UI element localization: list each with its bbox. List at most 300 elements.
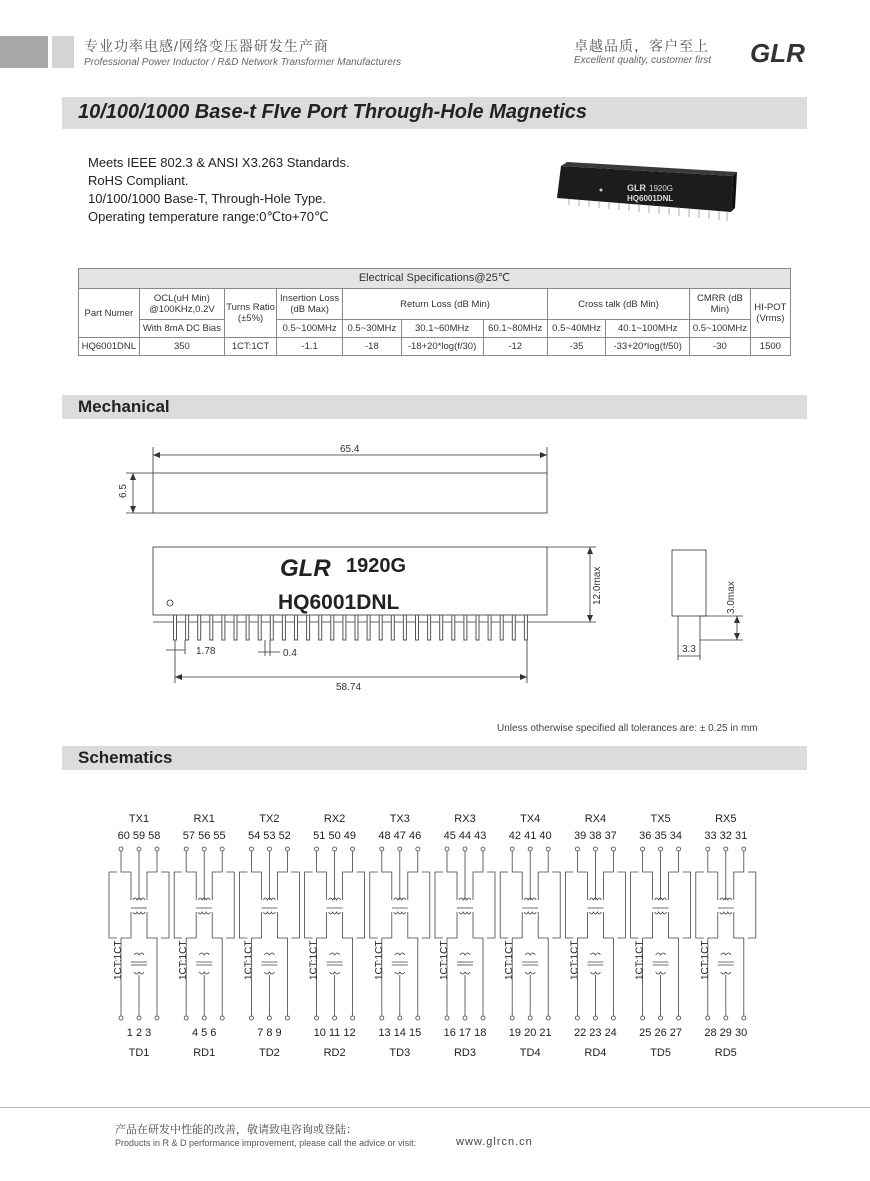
channel-top-label: TX3 — [389, 813, 410, 825]
header-cmrr: CMRR (dB Min) — [690, 289, 751, 320]
cell-ocl: 350 — [139, 338, 224, 356]
channel-bottom-pins: 4 5 6 — [191, 1027, 217, 1039]
sub-header: 0.5~30MHz — [343, 320, 401, 338]
schematic-channel — [565, 813, 625, 1059]
bottom-pin-terminal — [546, 1016, 550, 1020]
wire — [447, 851, 457, 900]
transformer-coil — [264, 953, 274, 955]
pin-lead — [222, 615, 225, 640]
title-bar — [62, 97, 807, 129]
wire — [239, 872, 247, 938]
transformer-coil — [525, 972, 535, 974]
turns-ratio-label: 1CT:1CT — [504, 940, 516, 980]
pin-lead — [464, 615, 467, 640]
turns-ratio-label: 1CT:1CT — [569, 940, 581, 980]
bottom-pin-terminal — [220, 1016, 224, 1020]
sub-header: 40.1~100MHz — [606, 320, 690, 338]
wire — [147, 912, 157, 1016]
wire — [357, 872, 365, 938]
transformer-coil — [656, 972, 666, 974]
bottom-pin-terminal — [463, 1016, 467, 1020]
wire — [370, 872, 378, 938]
bottom-pin-terminal — [351, 1016, 355, 1020]
bottom-pin-terminal — [575, 1016, 579, 1020]
wire — [277, 912, 287, 1016]
wire — [226, 872, 234, 938]
schematic-channel — [174, 813, 234, 1059]
top-pin-terminal — [510, 847, 514, 851]
sub-header: 0.5~100MHz — [690, 320, 751, 338]
bottom-pin-terminal — [445, 1016, 449, 1020]
channel-bottom-label: RD4 — [584, 1047, 607, 1059]
pin-lead — [307, 615, 310, 640]
wire — [708, 851, 718, 900]
channel-top-pins: 36 35 34 — [639, 830, 683, 842]
channel-bottom-pins: 22 23 24 — [573, 1027, 617, 1039]
wire — [473, 851, 483, 900]
wire — [669, 851, 679, 900]
wire — [382, 851, 392, 900]
channel-top-pins: 60 59 58 — [117, 830, 161, 842]
channel-top-label: TX4 — [520, 813, 541, 825]
bottom-pin-terminal — [249, 1016, 253, 1020]
choke-coil — [329, 912, 341, 914]
cell-turns: 1CT:1CT — [225, 338, 277, 356]
channel-top-pins: 51 50 49 — [313, 830, 357, 842]
top-pin-terminal — [706, 847, 710, 851]
turns-ratio-label: 1CT:1CT — [699, 940, 711, 980]
bottom-pin-terminal — [724, 1016, 728, 1020]
wire — [251, 851, 261, 900]
transformer-coil — [199, 953, 209, 955]
top-pin-terminal — [575, 847, 579, 851]
pin-lead — [234, 615, 237, 640]
header-accent-block — [0, 36, 48, 68]
bottom-pin-terminal — [706, 1016, 710, 1020]
drawing-marking2: HQ6001DNL — [278, 591, 400, 614]
header-turns-ratio: Turns Ratio (±5%) — [225, 289, 277, 338]
wire — [631, 872, 639, 938]
wire — [186, 851, 196, 900]
header-ocl-sub: With 8mA DC Bias — [139, 320, 224, 338]
cell-rl1: -18 — [343, 338, 401, 356]
channel-top-label: RX2 — [323, 813, 346, 825]
channel-bottom-label: RD5 — [714, 1047, 737, 1059]
channel-bottom-label: RD2 — [323, 1047, 346, 1059]
cell-cmrr: -30 — [690, 338, 751, 356]
footer-divider — [0, 1107, 870, 1108]
channel-top-pins: 45 44 43 — [443, 830, 487, 842]
wire — [435, 872, 443, 938]
channel-bottom-pins: 28 29 30 — [704, 1027, 748, 1039]
wire — [473, 912, 483, 1016]
pin-lead — [379, 615, 382, 640]
feature-item: Meets IEEE 802.3 & ANSI X3.263 Standards. — [88, 155, 350, 170]
channel-bottom-label: RD3 — [453, 1047, 477, 1059]
table-row — [79, 338, 791, 356]
dim-depth: 6.5 — [118, 484, 129, 498]
turns-ratio-label: 1CT:1CT — [243, 940, 255, 980]
pin-lead — [174, 615, 177, 640]
mechanical-drawing — [0, 430, 870, 710]
wire — [422, 872, 430, 938]
channel-top-label: RX1 — [193, 813, 215, 825]
wire — [408, 912, 418, 1016]
channel-bottom-pins: 7 8 9 — [257, 1027, 282, 1039]
top-pin-terminal — [742, 847, 746, 851]
top-pin-terminal — [351, 847, 355, 851]
cell-il: -1.1 — [277, 338, 343, 356]
sub-header: 0.5~100MHz — [277, 320, 343, 338]
bottom-pin-terminal — [416, 1016, 420, 1020]
wire — [343, 912, 353, 1016]
drawing-logo: GLR — [280, 555, 331, 582]
pin-lead — [210, 615, 213, 640]
top-pin-terminal — [641, 847, 645, 851]
cell-part-number: HQ6001DNL — [79, 338, 140, 356]
header-ocl: OCL(uH Min) @100KHz,0.2V — [139, 289, 224, 320]
channel-top-pins: 33 32 31 — [704, 830, 748, 842]
header-accent-block-light — [52, 36, 74, 68]
wire — [538, 851, 548, 900]
transformer-coil — [590, 972, 600, 974]
company-logo — [748, 36, 810, 73]
schematic-channel — [631, 813, 691, 1059]
bottom-pin-terminal — [333, 1016, 337, 1020]
pin-lead — [295, 615, 298, 640]
pin-lead — [331, 615, 334, 640]
bottom-pin-terminal — [593, 1016, 597, 1020]
channel-top-pins: 42 41 40 — [508, 830, 552, 842]
top-pin-terminal — [611, 847, 615, 851]
bottom-pin-terminal — [137, 1016, 141, 1020]
schematics-section-bar — [62, 746, 807, 770]
transformer-coil — [264, 972, 274, 974]
feature-item: 10/100/1000 Base-T, Through-Hole Type. — [88, 191, 327, 206]
transformer-coil — [330, 953, 340, 955]
bottom-pin-terminal — [285, 1016, 289, 1020]
header-insertion-loss: Insertion Loss (dB Max) — [277, 289, 343, 320]
choke-coil — [524, 912, 536, 914]
header-cross-talk: Cross talk (dB Min) — [547, 289, 689, 320]
turns-ratio-label: 1CT:1CT — [439, 940, 450, 980]
wire — [500, 872, 508, 938]
turns-ratio-label: 1CT:1CT — [308, 940, 320, 980]
front-view-pins — [174, 615, 528, 640]
choke-coil — [133, 912, 145, 914]
wire — [212, 912, 222, 1016]
bottom-pin-terminal — [184, 1016, 188, 1020]
wire — [343, 851, 353, 900]
header-slogan-cn: 卓越品质，客户至上 — [574, 38, 709, 54]
top-pin-terminal — [137, 847, 141, 851]
channel-bottom-label: TD5 — [650, 1047, 671, 1059]
top-pin-terminal — [677, 847, 681, 851]
cell-hipot: 1500 — [750, 338, 790, 356]
sub-header: 0.5~40MHz — [547, 320, 605, 338]
top-pin-terminal — [463, 847, 467, 851]
feature-item: RoHS Compliant. — [88, 173, 189, 188]
top-pin-terminal — [184, 847, 188, 851]
choke-coil — [263, 912, 275, 914]
bottom-pin-terminal — [398, 1016, 402, 1020]
wire — [121, 851, 131, 900]
top-pin-terminal — [659, 847, 663, 851]
bottom-pin-terminal — [119, 1016, 123, 1020]
top-pin-terminal — [333, 847, 337, 851]
page-title: 10/100/1000 Base-t FIve Port Through-Hole Magnetics — [78, 101, 588, 123]
choke-coil — [720, 912, 732, 914]
channel-bottom-label: TD2 — [259, 1047, 280, 1059]
tolerance-note: Unless otherwise specified all tolerances are: ± 0.25 in mm — [497, 723, 758, 734]
transformer-coil — [460, 972, 470, 974]
channel-bottom-pins: 25 26 27 — [639, 1027, 683, 1039]
sub-header: 30.1~60MHz — [401, 320, 483, 338]
turns-ratio-label: 1CT:1CT — [178, 940, 190, 980]
wire — [538, 912, 548, 1016]
bottom-pin-terminal — [267, 1016, 271, 1020]
pin-lead — [440, 615, 443, 640]
pin-lead — [500, 615, 503, 640]
bottom-pin-terminal — [510, 1016, 514, 1020]
wire — [512, 851, 522, 900]
wire — [643, 851, 653, 900]
top-pin-terminal — [267, 847, 271, 851]
schematic-channel — [370, 813, 430, 1059]
dim-pin-span: 58.74 — [336, 682, 362, 693]
photo-logo: GLR — [627, 183, 646, 193]
choke-coil — [394, 912, 406, 914]
channel-top-label: RX4 — [584, 813, 607, 825]
channel-top-pins: 54 53 52 — [247, 830, 291, 842]
top-pin-terminal — [315, 847, 319, 851]
top-pin-terminal — [202, 847, 206, 851]
channel-top-label: TX1 — [128, 813, 150, 825]
transformer-coil — [395, 953, 405, 955]
bottom-pin-terminal — [659, 1016, 663, 1020]
cell-rl2: -18+20*log(f/30) — [401, 338, 483, 356]
transformer-coil — [395, 972, 405, 974]
footer-note-en: Products in R & D performance improvement, please call the advice or visit: — [115, 1138, 417, 1148]
channel-bottom-label: RD1 — [193, 1047, 216, 1059]
choke-coil — [655, 912, 667, 914]
schematics-heading: Schematics — [78, 748, 173, 767]
transformer-coil — [590, 953, 600, 955]
wire — [683, 872, 691, 938]
wire — [408, 851, 418, 900]
dim-pitch: 1.78 — [196, 646, 216, 657]
pin-lead — [391, 615, 394, 640]
wire — [603, 851, 613, 900]
photo-marking1: 1920G — [649, 184, 674, 193]
product-photo — [555, 152, 745, 232]
wire — [291, 872, 299, 938]
bottom-pin-terminal — [528, 1016, 532, 1020]
dim-height: 12.0max — [592, 566, 603, 605]
transformer-coil — [721, 953, 731, 955]
schematic-channel — [696, 813, 756, 1059]
channel-bottom-label: TD4 — [519, 1047, 541, 1059]
bottom-pin-terminal — [611, 1016, 615, 1020]
dim-pin-width: 0.4 — [283, 648, 297, 659]
dim-side-width: 3.3 — [682, 644, 696, 655]
wire — [174, 872, 182, 938]
pin-lead — [343, 615, 346, 640]
channel-bottom-pins: 16 17 18 — [443, 1027, 487, 1039]
wire — [147, 851, 157, 900]
channel-bottom-label: TD1 — [128, 1047, 150, 1059]
channel-top-pins: 48 47 46 — [378, 830, 422, 842]
header-tagline-en: Professional Power Inductor / R&D Network Transformer Manufacturers — [84, 57, 402, 68]
channel-bottom-pins: 10 11 12 — [313, 1027, 356, 1039]
top-pin-terminal — [528, 847, 532, 851]
bottom-pin-terminal — [315, 1016, 319, 1020]
top-pin-terminal — [380, 847, 384, 851]
mechanical-heading: Mechanical — [78, 397, 170, 416]
top-pin-terminal — [155, 847, 159, 851]
wire — [734, 912, 744, 1016]
schematic-channel — [239, 813, 299, 1059]
transformer-coil — [330, 972, 340, 974]
pin-lead — [512, 615, 515, 640]
schematic-channel — [435, 813, 495, 1059]
mechanical-section-bar — [62, 395, 807, 419]
channel-top-label: RX3 — [454, 813, 476, 825]
wire — [734, 851, 744, 900]
pin-lead — [476, 615, 479, 640]
channel-top-pins: 57 56 55 — [182, 830, 226, 842]
wire — [669, 912, 679, 1016]
top-pin-terminal — [398, 847, 402, 851]
wire — [617, 872, 625, 938]
channel-bottom-label: TD3 — [389, 1047, 411, 1059]
pin-lead — [270, 615, 273, 640]
transformer-coil — [134, 972, 144, 974]
wire — [212, 851, 222, 900]
wire — [565, 872, 573, 938]
sub-header: 60.1~80MHz — [483, 320, 547, 338]
top-pin-terminal — [119, 847, 123, 851]
top-pin-terminal — [593, 847, 597, 851]
pin-lead — [319, 615, 322, 640]
header-slogan-en: Excellent quality, customer first — [574, 55, 712, 66]
channel-top-label: RX5 — [715, 813, 737, 825]
cell-ct2: -33+20*log(f/50) — [606, 338, 690, 356]
bottom-pin-terminal — [202, 1016, 206, 1020]
drawing-marking1: 1920G — [346, 555, 407, 577]
schematic-diagram — [0, 780, 870, 1080]
wire — [109, 872, 117, 938]
pin-lead — [258, 615, 261, 640]
footer-note-cn: 产品在研发中性能的改善，敬请致电咨询或登陆： — [115, 1124, 357, 1136]
choke-coil — [459, 912, 471, 914]
wire — [487, 872, 495, 938]
table-caption: Electrical Specifications@25℃ — [79, 269, 791, 289]
pin-lead — [282, 615, 285, 640]
top-pin-terminal — [249, 847, 253, 851]
schematic-channel — [305, 813, 365, 1059]
cell-ct1: -35 — [547, 338, 605, 356]
transformer-coil — [721, 972, 731, 974]
top-pin-terminal — [481, 847, 485, 851]
wire — [305, 872, 313, 938]
transformer-coil — [134, 953, 144, 955]
pin-lead — [367, 615, 370, 640]
electrical-spec-table — [78, 268, 791, 356]
channel-bottom-pins: 19 20 21 — [508, 1027, 552, 1039]
logo-text: GLR — [750, 38, 805, 68]
top-pin-terminal — [220, 847, 224, 851]
channel-top-label: TX5 — [650, 813, 671, 825]
feature-list — [88, 154, 350, 226]
wire — [277, 851, 287, 900]
bottom-pin-terminal — [380, 1016, 384, 1020]
pin-lead — [198, 615, 201, 640]
cell-rl3: -12 — [483, 338, 547, 356]
turns-ratio-label: 1CT:1CT — [373, 940, 385, 980]
turns-ratio-label: 1CT:1CT — [634, 940, 646, 980]
pin-lead — [524, 615, 527, 640]
top-pin-terminal — [546, 847, 550, 851]
pin-lead — [246, 615, 249, 640]
bottom-pin-terminal — [742, 1016, 746, 1020]
wire — [748, 872, 756, 938]
bottom-pin-terminal — [155, 1016, 159, 1020]
header-hipot: HI-POT (Vrms) — [750, 289, 790, 338]
channel-bottom-pins: 1 2 3 — [126, 1027, 152, 1039]
top-pin-terminal — [285, 847, 289, 851]
choke-coil — [198, 912, 210, 914]
choke-coil — [589, 912, 601, 914]
channel-bottom-pins: 13 14 15 — [378, 1027, 422, 1039]
turns-ratio-label: 1CT:1CT — [113, 940, 124, 980]
top-pin-terminal — [416, 847, 420, 851]
pin-lead — [403, 615, 406, 640]
pin-lead — [488, 615, 491, 640]
transformer-coil — [525, 953, 535, 955]
wire — [161, 872, 169, 938]
bottom-pin-terminal — [481, 1016, 485, 1020]
header-return-loss: Return Loss (dB Min) — [343, 289, 548, 320]
top-pin-terminal — [724, 847, 728, 851]
header-part-number: Part Numer — [79, 289, 140, 338]
feature-item: Operating temperature range:0℃to+70℃ — [88, 209, 329, 224]
schematic-channel — [109, 813, 169, 1059]
top-pin-terminal — [445, 847, 449, 851]
transformer-coil — [460, 953, 470, 955]
transformer-coil — [656, 953, 666, 955]
pin-lead — [416, 615, 419, 640]
wire — [603, 912, 613, 1016]
pin-lead — [186, 615, 189, 640]
channel-top-label: TX2 — [259, 813, 280, 825]
bottom-pin-terminal — [641, 1016, 645, 1020]
footer-website-link[interactable]: www.glrcn.cn — [456, 1136, 533, 1148]
photo-marking2: HQ6001DNL — [627, 194, 674, 203]
bottom-pin-terminal — [677, 1016, 681, 1020]
dim-width: 65.4 — [340, 444, 360, 455]
transformer-coil — [199, 972, 209, 974]
wire — [577, 851, 587, 900]
wire — [552, 872, 560, 938]
wire — [696, 872, 704, 938]
dim-standoff: 3.0max — [726, 581, 737, 614]
pin-lead — [428, 615, 431, 640]
pin-lead — [452, 615, 455, 640]
wire — [317, 851, 327, 900]
channel-top-pins: 39 38 37 — [573, 830, 617, 842]
schematic-channel — [500, 813, 560, 1059]
